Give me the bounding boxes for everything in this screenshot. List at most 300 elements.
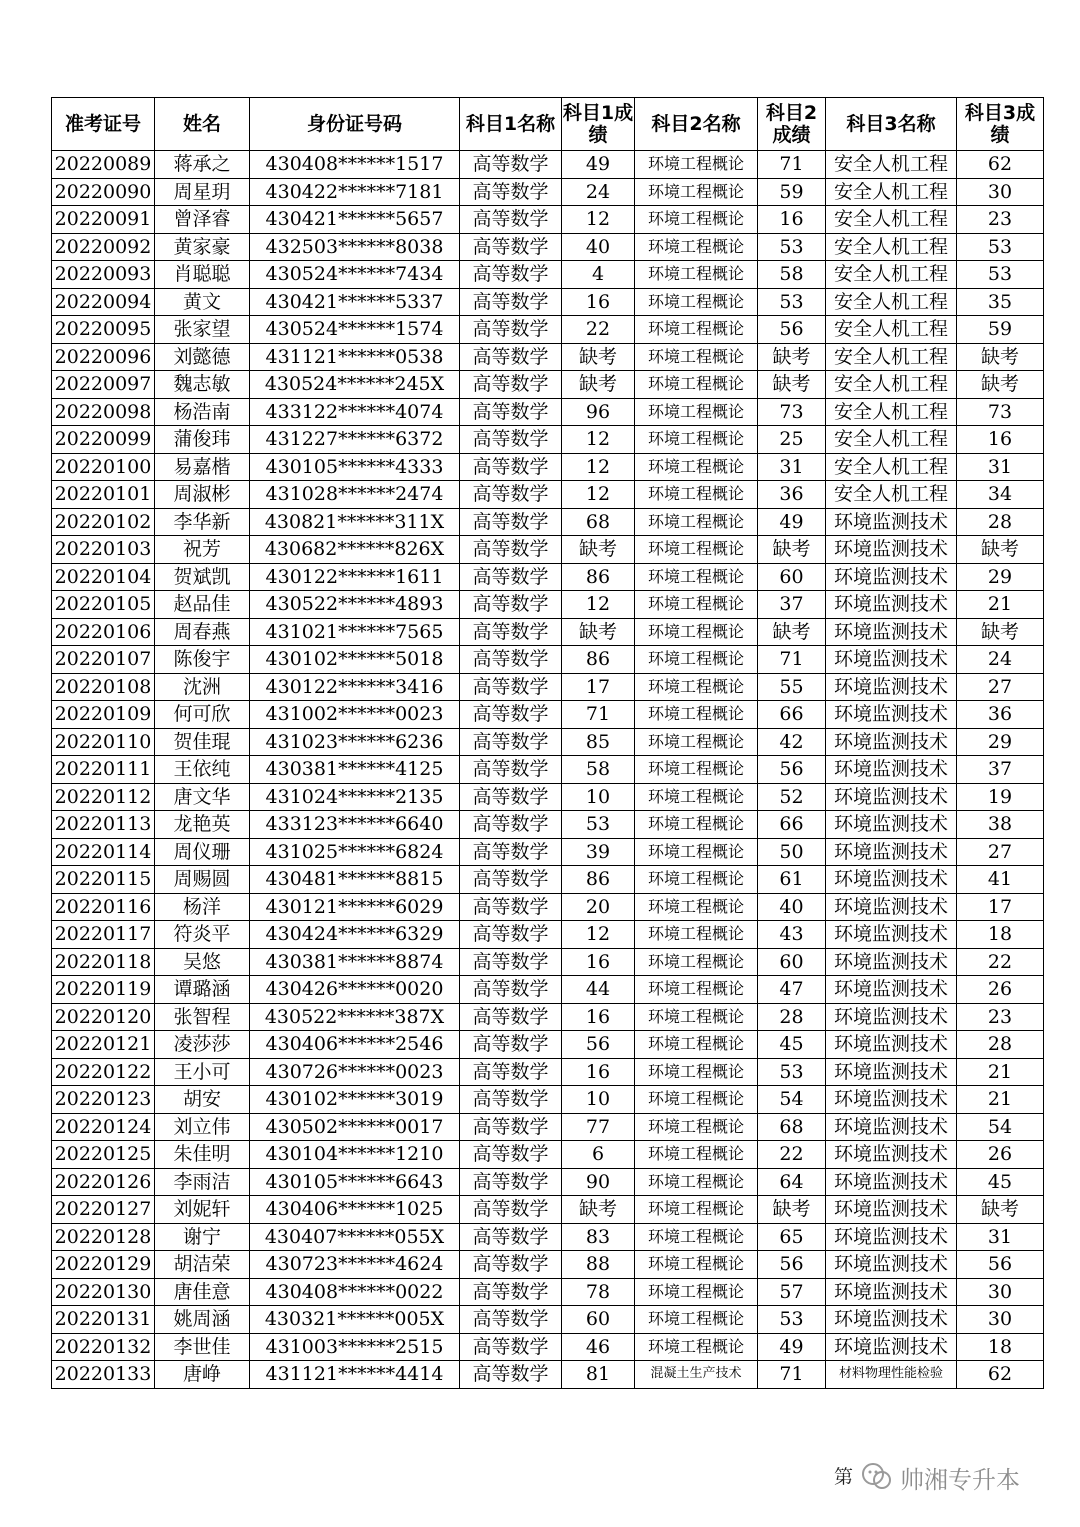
cell-subject1-score: 缺考 xyxy=(562,343,635,371)
cell-subject1-name: 高等数学 xyxy=(460,1361,562,1389)
table-row xyxy=(52,178,1044,206)
cell-subject2-score: 68 xyxy=(758,1113,826,1141)
cell-subject2-name: 环境工程概论 xyxy=(635,1168,758,1196)
cell-name: 蒲俊玮 xyxy=(155,426,250,454)
cell-id-number: 433122******4074 xyxy=(250,398,460,426)
cell-exam-id: 20220128 xyxy=(52,1223,155,1251)
cell-exam-id: 20220099 xyxy=(52,426,155,454)
cell-subject2-score: 56 xyxy=(758,756,826,784)
cell-subject2-name: 环境工程概论 xyxy=(635,1113,758,1141)
cell-subject1-score: 68 xyxy=(562,508,635,536)
cell-subject3-score: 22 xyxy=(957,948,1044,976)
cell-subject3-score: 31 xyxy=(957,1223,1044,1251)
cell-subject2-name: 环境工程概论 xyxy=(635,921,758,949)
cell-subject1-name: 高等数学 xyxy=(460,893,562,921)
cell-name: 蒋承之 xyxy=(155,151,250,179)
cell-subject1-name: 高等数学 xyxy=(460,1058,562,1086)
cell-name: 祝芳 xyxy=(155,536,250,564)
cell-subject2-name: 环境工程概论 xyxy=(635,233,758,261)
cell-subject3-score: 56 xyxy=(957,1251,1044,1279)
cell-subject3-name: 安全人机工程 xyxy=(826,206,957,234)
cell-subject3-score: 23 xyxy=(957,206,1044,234)
cell-subject2-name: 混凝土生产技术 xyxy=(635,1361,758,1389)
cell-subject2-name: 环境工程概论 xyxy=(635,618,758,646)
cell-subject1-name: 高等数学 xyxy=(460,1113,562,1141)
cell-subject3-name: 环境监测技术 xyxy=(826,591,957,619)
cell-subject2-score: 60 xyxy=(758,948,826,976)
cell-subject1-name: 高等数学 xyxy=(460,1086,562,1114)
cell-exam-id: 20220094 xyxy=(52,288,155,316)
cell-exam-id: 20220120 xyxy=(52,1003,155,1031)
header-name: 姓名 xyxy=(155,98,250,151)
cell-subject2-score: 50 xyxy=(758,838,826,866)
cell-subject3-name: 环境监测技术 xyxy=(826,948,957,976)
cell-subject1-name: 高等数学 xyxy=(460,591,562,619)
cell-subject1-name: 高等数学 xyxy=(460,151,562,179)
cell-subject2-name: 环境工程概论 xyxy=(635,1278,758,1306)
cell-subject1-score: 10 xyxy=(562,1086,635,1114)
cell-subject3-name: 环境监测技术 xyxy=(826,673,957,701)
cell-id-number: 430408******0022 xyxy=(250,1278,460,1306)
cell-exam-id: 20220118 xyxy=(52,948,155,976)
cell-subject3-score: 18 xyxy=(957,1333,1044,1361)
cell-name: 杨浩南 xyxy=(155,398,250,426)
cell-subject2-name: 环境工程概论 xyxy=(635,701,758,729)
cell-exam-id: 20220111 xyxy=(52,756,155,784)
cell-subject2-score: 40 xyxy=(758,893,826,921)
cell-subject1-score: 12 xyxy=(562,453,635,481)
table-row xyxy=(52,893,1044,921)
cell-name: 黄家豪 xyxy=(155,233,250,261)
cell-subject2-name: 环境工程概论 xyxy=(635,398,758,426)
header-subject1-score: 科目1成绩 xyxy=(562,98,635,151)
header-subject1-name: 科目1名称 xyxy=(460,98,562,151)
cell-id-number: 430121******6029 xyxy=(250,893,460,921)
cell-name: 李雨洁 xyxy=(155,1168,250,1196)
cell-exam-id: 20220105 xyxy=(52,591,155,619)
table-row xyxy=(52,976,1044,1004)
cell-subject2-name: 环境工程概论 xyxy=(635,1251,758,1279)
cell-subject1-score: 40 xyxy=(562,233,635,261)
cell-subject3-score: 73 xyxy=(957,398,1044,426)
cell-subject2-score: 49 xyxy=(758,508,826,536)
cell-subject2-name: 环境工程概论 xyxy=(635,728,758,756)
cell-subject2-name: 环境工程概论 xyxy=(635,151,758,179)
cell-subject3-score: 缺考 xyxy=(957,1196,1044,1224)
cell-subject3-score: 62 xyxy=(957,1361,1044,1389)
cell-id-number: 430104******1210 xyxy=(250,1141,460,1169)
cell-subject2-score: 59 xyxy=(758,178,826,206)
cell-subject1-score: 77 xyxy=(562,1113,635,1141)
cell-subject1-name: 高等数学 xyxy=(460,371,562,399)
cell-subject1-name: 高等数学 xyxy=(460,1031,562,1059)
cell-subject2-score: 53 xyxy=(758,1306,826,1334)
table-row xyxy=(52,371,1044,399)
cell-id-number: 430406******2546 xyxy=(250,1031,460,1059)
header-subject3-name: 科目3名称 xyxy=(826,98,957,151)
cell-id-number: 430426******0020 xyxy=(250,976,460,1004)
cell-exam-id: 20220103 xyxy=(52,536,155,564)
cell-subject2-name: 环境工程概论 xyxy=(635,288,758,316)
cell-subject1-name: 高等数学 xyxy=(460,1141,562,1169)
cell-name: 王小可 xyxy=(155,1058,250,1086)
cell-name: 刘妮轩 xyxy=(155,1196,250,1224)
cell-subject1-score: 4 xyxy=(562,261,635,289)
cell-subject3-name: 安全人机工程 xyxy=(826,151,957,179)
header-exam-id: 准考证号 xyxy=(52,98,155,151)
cell-subject1-score: 6 xyxy=(562,1141,635,1169)
cell-subject2-score: 53 xyxy=(758,1058,826,1086)
cell-subject1-name: 高等数学 xyxy=(460,838,562,866)
cell-subject3-name: 环境监测技术 xyxy=(826,756,957,784)
table-row xyxy=(52,1333,1044,1361)
table-row xyxy=(52,701,1044,729)
header-row xyxy=(52,98,1044,151)
cell-subject1-name: 高等数学 xyxy=(460,976,562,1004)
cell-subject2-name: 环境工程概论 xyxy=(635,1306,758,1334)
cell-subject1-name: 高等数学 xyxy=(460,426,562,454)
cell-subject3-name: 环境监测技术 xyxy=(826,1086,957,1114)
cell-subject1-score: 12 xyxy=(562,426,635,454)
cell-subject3-name: 环境监测技术 xyxy=(826,1196,957,1224)
cell-subject3-score: 28 xyxy=(957,1031,1044,1059)
cell-subject3-name: 环境监测技术 xyxy=(826,893,957,921)
cell-subject3-score: 28 xyxy=(957,508,1044,536)
cell-subject3-name: 环境监测技术 xyxy=(826,783,957,811)
cell-subject2-score: 28 xyxy=(758,1003,826,1031)
cell-subject1-name: 高等数学 xyxy=(460,673,562,701)
cell-subject1-name: 高等数学 xyxy=(460,1003,562,1031)
cell-subject3-name: 环境监测技术 xyxy=(826,1278,957,1306)
cell-subject1-name: 高等数学 xyxy=(460,1196,562,1224)
cell-subject3-score: 36 xyxy=(957,701,1044,729)
cell-subject3-name: 环境监测技术 xyxy=(826,976,957,1004)
cell-subject1-name: 高等数学 xyxy=(460,811,562,839)
cell-subject1-name: 高等数学 xyxy=(460,728,562,756)
cell-subject2-name: 环境工程概论 xyxy=(635,178,758,206)
cell-subject2-score: 66 xyxy=(758,701,826,729)
cell-subject1-score: 71 xyxy=(562,701,635,729)
cell-subject3-name: 环境监测技术 xyxy=(826,508,957,536)
cell-subject1-name: 高等数学 xyxy=(460,536,562,564)
cell-id-number: 430726******0023 xyxy=(250,1058,460,1086)
cell-id-number: 430102******5018 xyxy=(250,646,460,674)
cell-subject2-score: 60 xyxy=(758,563,826,591)
cell-subject2-score: 49 xyxy=(758,1333,826,1361)
cell-exam-id: 20220108 xyxy=(52,673,155,701)
page-number: 第 xyxy=(834,1466,854,1488)
cell-subject3-name: 环境监测技术 xyxy=(826,1003,957,1031)
cell-name: 吴悠 xyxy=(155,948,250,976)
table-row xyxy=(52,1168,1044,1196)
cell-subject3-score: 24 xyxy=(957,646,1044,674)
table-row xyxy=(52,1141,1044,1169)
cell-subject3-score: 53 xyxy=(957,233,1044,261)
cell-subject1-name: 高等数学 xyxy=(460,1223,562,1251)
cell-subject2-score: 57 xyxy=(758,1278,826,1306)
cell-name: 龙艳英 xyxy=(155,811,250,839)
cell-id-number: 430105******6643 xyxy=(250,1168,460,1196)
cell-id-number: 431024******2135 xyxy=(250,783,460,811)
cell-subject2-name: 环境工程概论 xyxy=(635,1031,758,1059)
cell-name: 易嘉楷 xyxy=(155,453,250,481)
cell-subject1-name: 高等数学 xyxy=(460,316,562,344)
cell-name: 周淑彬 xyxy=(155,481,250,509)
cell-subject2-score: 缺考 xyxy=(758,618,826,646)
cell-name: 肖聪聪 xyxy=(155,261,250,289)
cell-name: 赵品佳 xyxy=(155,591,250,619)
cell-subject2-name: 环境工程概论 xyxy=(635,1086,758,1114)
cell-subject1-score: 12 xyxy=(562,481,635,509)
cell-subject3-name: 安全人机工程 xyxy=(826,371,957,399)
cell-subject2-name: 环境工程概论 xyxy=(635,673,758,701)
cell-subject3-score: 54 xyxy=(957,1113,1044,1141)
cell-subject1-score: 85 xyxy=(562,728,635,756)
cell-subject3-name: 环境监测技术 xyxy=(826,1031,957,1059)
cell-exam-id: 20220091 xyxy=(52,206,155,234)
cell-subject2-score: 56 xyxy=(758,1251,826,1279)
cell-name: 何可欣 xyxy=(155,701,250,729)
cell-exam-id: 20220124 xyxy=(52,1113,155,1141)
cell-subject2-name: 环境工程概论 xyxy=(635,371,758,399)
cell-subject3-name: 环境监测技术 xyxy=(826,1141,957,1169)
cell-id-number: 433123******6640 xyxy=(250,811,460,839)
cell-id-number: 430321******005X xyxy=(250,1306,460,1334)
cell-id-number: 430381******8874 xyxy=(250,948,460,976)
cell-subject2-name: 环境工程概论 xyxy=(635,481,758,509)
table-row xyxy=(52,673,1044,701)
cell-id-number: 430522******387X xyxy=(250,1003,460,1031)
cell-id-number: 431002******0023 xyxy=(250,701,460,729)
cell-subject2-score: 45 xyxy=(758,1031,826,1059)
cell-exam-id: 20220126 xyxy=(52,1168,155,1196)
cell-subject3-name: 材料物理性能检验 xyxy=(826,1361,957,1389)
cell-exam-id: 20220107 xyxy=(52,646,155,674)
cell-subject3-name: 安全人机工程 xyxy=(826,178,957,206)
cell-subject2-score: 22 xyxy=(758,1141,826,1169)
cell-exam-id: 20220114 xyxy=(52,838,155,866)
table-row xyxy=(52,481,1044,509)
cell-subject2-score: 61 xyxy=(758,866,826,894)
cell-subject3-name: 安全人机工程 xyxy=(826,481,957,509)
table-row xyxy=(52,261,1044,289)
cell-exam-id: 20220095 xyxy=(52,316,155,344)
cell-subject3-score: 19 xyxy=(957,783,1044,811)
wechat-icon xyxy=(860,1460,894,1494)
cell-exam-id: 20220110 xyxy=(52,728,155,756)
cell-subject3-score: 缺考 xyxy=(957,371,1044,399)
cell-exam-id: 20220130 xyxy=(52,1278,155,1306)
cell-subject1-score: 60 xyxy=(562,1306,635,1334)
cell-subject2-name: 环境工程概论 xyxy=(635,948,758,976)
cell-exam-id: 20220117 xyxy=(52,921,155,949)
cell-subject1-name: 高等数学 xyxy=(460,206,562,234)
cell-subject1-name: 高等数学 xyxy=(460,866,562,894)
cell-subject3-score: 41 xyxy=(957,866,1044,894)
cell-name: 周星玥 xyxy=(155,178,250,206)
cell-subject3-score: 21 xyxy=(957,1086,1044,1114)
table-row xyxy=(52,206,1044,234)
cell-subject1-score: 12 xyxy=(562,921,635,949)
cell-subject1-name: 高等数学 xyxy=(460,343,562,371)
cell-id-number: 431025******6824 xyxy=(250,838,460,866)
table-row xyxy=(52,1361,1044,1389)
cell-exam-id: 20220125 xyxy=(52,1141,155,1169)
cell-subject1-score: 90 xyxy=(562,1168,635,1196)
cell-subject1-score: 16 xyxy=(562,288,635,316)
cell-subject1-score: 86 xyxy=(562,563,635,591)
cell-exam-id: 20220090 xyxy=(52,178,155,206)
cell-subject2-name: 环境工程概论 xyxy=(635,591,758,619)
cell-subject2-name: 环境工程概论 xyxy=(635,563,758,591)
cell-id-number: 430122******3416 xyxy=(250,673,460,701)
cell-name: 魏志敏 xyxy=(155,371,250,399)
cell-subject3-score: 34 xyxy=(957,481,1044,509)
cell-subject1-name: 高等数学 xyxy=(460,1251,562,1279)
header-subject3-score: 科目3成绩 xyxy=(957,98,1044,151)
cell-subject1-score: 16 xyxy=(562,948,635,976)
cell-exam-id: 20220101 xyxy=(52,481,155,509)
cell-subject3-name: 安全人机工程 xyxy=(826,233,957,261)
cell-exam-id: 20220109 xyxy=(52,701,155,729)
cell-subject2-score: 56 xyxy=(758,316,826,344)
table-row xyxy=(52,426,1044,454)
cell-subject2-name: 环境工程概论 xyxy=(635,1058,758,1086)
cell-name: 李华新 xyxy=(155,508,250,536)
cell-subject3-name: 环境监测技术 xyxy=(826,701,957,729)
cell-exam-id: 20220127 xyxy=(52,1196,155,1224)
cell-subject1-name: 高等数学 xyxy=(460,233,562,261)
cell-subject3-name: 环境监测技术 xyxy=(826,1251,957,1279)
cell-subject3-name: 环境监测技术 xyxy=(826,1113,957,1141)
cell-subject1-score: 16 xyxy=(562,1058,635,1086)
cell-name: 唐佳意 xyxy=(155,1278,250,1306)
table-row xyxy=(52,866,1044,894)
cell-subject2-score: 65 xyxy=(758,1223,826,1251)
cell-subject2-score: 54 xyxy=(758,1086,826,1114)
cell-exam-id: 20220116 xyxy=(52,893,155,921)
cell-subject2-name: 环境工程概论 xyxy=(635,756,758,784)
cell-subject3-score: 30 xyxy=(957,178,1044,206)
cell-subject2-name: 环境工程概论 xyxy=(635,536,758,564)
cell-subject1-score: 53 xyxy=(562,811,635,839)
cell-name: 王依纯 xyxy=(155,756,250,784)
table-row xyxy=(52,728,1044,756)
cell-subject3-score: 21 xyxy=(957,1058,1044,1086)
cell-subject2-name: 环境工程概论 xyxy=(635,811,758,839)
cell-subject2-score: 37 xyxy=(758,591,826,619)
cell-subject2-name: 环境工程概论 xyxy=(635,1141,758,1169)
cell-subject1-name: 高等数学 xyxy=(460,288,562,316)
cell-subject2-score: 缺考 xyxy=(758,1196,826,1224)
table-row xyxy=(52,811,1044,839)
cell-subject1-score: 22 xyxy=(562,316,635,344)
cell-subject1-score: 20 xyxy=(562,893,635,921)
cell-subject1-score: 96 xyxy=(562,398,635,426)
watermark xyxy=(860,1458,1020,1496)
cell-subject2-name: 环境工程概论 xyxy=(635,783,758,811)
cell-id-number: 430524******245X xyxy=(250,371,460,399)
cell-name: 曾泽睿 xyxy=(155,206,250,234)
cell-name: 符炎平 xyxy=(155,921,250,949)
cell-subject2-score: 52 xyxy=(758,783,826,811)
cell-name: 贺斌凯 xyxy=(155,563,250,591)
cell-id-number: 430524******7434 xyxy=(250,261,460,289)
cell-subject2-name: 环境工程概论 xyxy=(635,508,758,536)
table-row xyxy=(52,1113,1044,1141)
cell-subject1-name: 高等数学 xyxy=(460,398,562,426)
cell-name: 杨洋 xyxy=(155,893,250,921)
cell-subject2-score: 58 xyxy=(758,261,826,289)
cell-subject2-name: 环境工程概论 xyxy=(635,646,758,674)
table-row xyxy=(52,1251,1044,1279)
cell-subject2-name: 环境工程概论 xyxy=(635,1196,758,1224)
cell-subject1-name: 高等数学 xyxy=(460,481,562,509)
cell-subject3-name: 环境监测技术 xyxy=(826,1058,957,1086)
cell-subject1-name: 高等数学 xyxy=(460,948,562,976)
header-subject2-score: 科目2成绩 xyxy=(758,98,826,151)
cell-subject3-name: 环境监测技术 xyxy=(826,866,957,894)
cell-id-number: 430102******3019 xyxy=(250,1086,460,1114)
cell-id-number: 432503******8038 xyxy=(250,233,460,261)
cell-exam-id: 20220093 xyxy=(52,261,155,289)
cell-subject2-name: 环境工程概论 xyxy=(635,261,758,289)
cell-name: 谢宁 xyxy=(155,1223,250,1251)
table-row xyxy=(52,343,1044,371)
cell-subject3-name: 安全人机工程 xyxy=(826,343,957,371)
cell-subject2-score: 71 xyxy=(758,646,826,674)
table-row xyxy=(52,1086,1044,1114)
cell-subject3-name: 安全人机工程 xyxy=(826,398,957,426)
cell-name: 胡洁荣 xyxy=(155,1251,250,1279)
table-row xyxy=(52,921,1044,949)
cell-subject1-score: 12 xyxy=(562,206,635,234)
cell-name: 刘立伟 xyxy=(155,1113,250,1141)
header-id-number: 身份证号码 xyxy=(250,98,460,151)
cell-id-number: 430105******4333 xyxy=(250,453,460,481)
cell-subject3-score: 62 xyxy=(957,151,1044,179)
cell-subject3-name: 环境监测技术 xyxy=(826,536,957,564)
watermark-text: 帅湘专升本 xyxy=(900,1465,1020,1494)
table-row xyxy=(52,1003,1044,1031)
cell-subject1-score: 88 xyxy=(562,1251,635,1279)
cell-subject2-name: 环境工程概论 xyxy=(635,206,758,234)
table-body xyxy=(52,151,1044,1389)
table-row xyxy=(52,1031,1044,1059)
table-row xyxy=(52,536,1044,564)
cell-subject1-score: 10 xyxy=(562,783,635,811)
cell-exam-id: 20220115 xyxy=(52,866,155,894)
cell-id-number: 431028******2474 xyxy=(250,481,460,509)
cell-subject3-name: 安全人机工程 xyxy=(826,288,957,316)
table-row xyxy=(52,948,1044,976)
cell-subject3-score: 29 xyxy=(957,563,1044,591)
cell-subject3-name: 环境监测技术 xyxy=(826,838,957,866)
cell-subject2-name: 环境工程概论 xyxy=(635,1223,758,1251)
cell-subject1-score: 39 xyxy=(562,838,635,866)
cell-subject3-score: 53 xyxy=(957,261,1044,289)
cell-id-number: 431023******6236 xyxy=(250,728,460,756)
cell-subject1-score: 81 xyxy=(562,1361,635,1389)
cell-subject1-name: 高等数学 xyxy=(460,783,562,811)
cell-subject3-name: 环境监测技术 xyxy=(826,728,957,756)
cell-subject1-name: 高等数学 xyxy=(460,453,562,481)
cell-id-number: 431121******4414 xyxy=(250,1361,460,1389)
cell-subject2-score: 47 xyxy=(758,976,826,1004)
cell-subject1-score: 86 xyxy=(562,646,635,674)
cell-name: 唐文华 xyxy=(155,783,250,811)
cell-subject2-name: 环境工程概论 xyxy=(635,1003,758,1031)
